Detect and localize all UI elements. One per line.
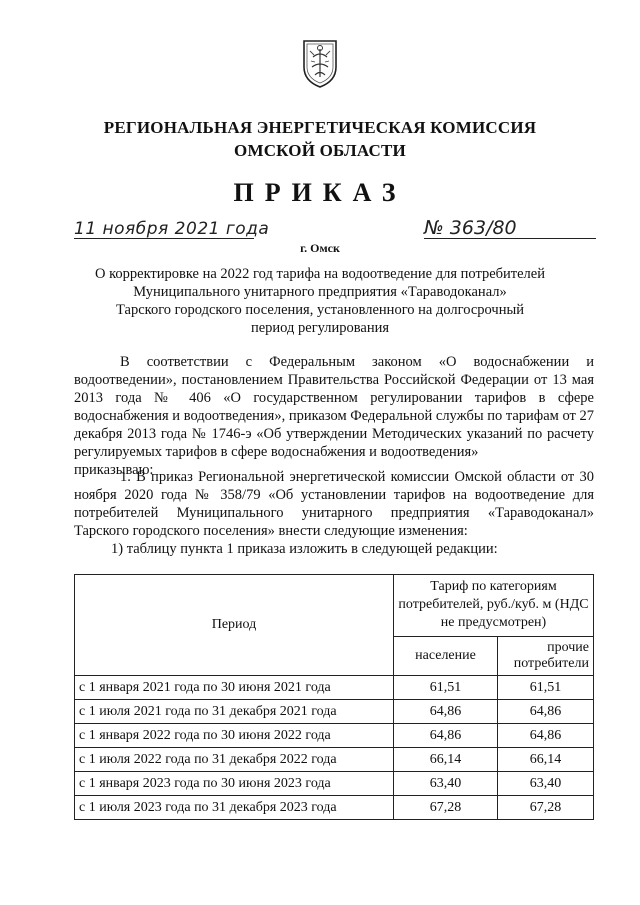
preamble-text: В соответствии с Федеральным законом «О водоснабжении и водоотведении», постановлением Правительства Российской Федерации от 13 мая 2013 года № 406 «О государственном регулировании тарифов в сфере водоснабжения и водоотведения», приказом Федеральной службы по тарифам от 27 декабря 2013 года № 1746-э «Об утверждении Методических указаний по расчету регулируемых тарифов в сфере водоснабжения и водоотведения» (74, 354, 594, 460)
table-row (75, 748, 594, 772)
row-other-value: 64,86 (498, 700, 594, 724)
clause-1-paragraph: 1. В приказ Региональной энергетической комиссии Омской области от 30 ноября 2020 года № 358/79 «Об установлении тарифов на водоотведение для потребителей Муниципального унитарного предприятия «Тараводоканал» Тарского городского поселения» внести следующие изменения: (74, 469, 594, 539)
row-population-value: 66,14 (394, 748, 498, 772)
tariff-table (74, 574, 594, 820)
header-other-consumers: прочие потребители (498, 636, 594, 675)
row-period: с 1 января 2022 года по 30 июня 2022 года (75, 724, 394, 748)
coat-of-arms-emblem (300, 37, 340, 89)
table-row (75, 676, 594, 700)
row-population-value: 63,40 (394, 772, 498, 796)
subject-line: период регулирования (250, 320, 390, 336)
row-period: с 1 июля 2023 года по 31 декабря 2023 года (75, 796, 394, 820)
table-row (75, 772, 594, 796)
row-other-value: 64,86 (498, 724, 594, 748)
row-population-value: 67,28 (394, 796, 498, 820)
header-population: население (394, 636, 498, 675)
subclause-1-paragraph: 1) таблицу пункта 1 приказа изложить в следующей редакции: (111, 541, 498, 557)
header-tariff: Тариф по категориям потребителей, руб./куб. м (НДС не предусмотрен) (394, 575, 594, 637)
number-underline (424, 238, 596, 239)
city-label: г. Омск (300, 241, 340, 255)
row-period: с 1 июля 2022 года по 31 декабря 2022 года (75, 748, 394, 772)
row-other-value: 67,28 (498, 796, 594, 820)
row-period: с 1 января 2021 года по 30 июня 2021 года (75, 676, 394, 700)
table-row (75, 724, 594, 748)
subject-line: Тарского городского поселения, установленного на долгосрочный (116, 302, 524, 318)
preamble-paragraph (74, 353, 594, 479)
date-underline (74, 238, 254, 239)
organization-name-line1: РЕГИОНАЛЬНАЯ ЭНЕРГЕТИЧЕСКАЯ КОМИССИЯ (103, 118, 537, 137)
row-other-value: 63,40 (498, 772, 594, 796)
document-title: ПРИКАЗ (233, 178, 407, 207)
order-verb: приказываю: (74, 462, 154, 478)
row-population-value: 61,51 (394, 676, 498, 700)
organization-name-line2: ОМСКОЙ ОБЛАСТИ (234, 141, 406, 160)
row-population-value: 64,86 (394, 724, 498, 748)
table-row (75, 796, 594, 820)
order-subject (80, 265, 560, 337)
header-period: Период (75, 575, 394, 676)
row-population-value: 64,86 (394, 700, 498, 724)
subject-line: О корректировке на 2022 год тарифа на водоотведение для потребителей (94, 266, 545, 282)
subject-line: Муниципального унитарного предприятия «Тараводоканал» (133, 284, 507, 300)
row-other-value: 66,14 (498, 748, 594, 772)
handwritten-order-number: № 363/80 (424, 217, 517, 239)
table-row (75, 700, 594, 724)
handwritten-date: 11 ноября 2021 года (74, 219, 270, 239)
row-period: с 1 июля 2021 года по 31 декабря 2021 года (75, 700, 394, 724)
row-period: с 1 января 2023 года по 30 июня 2023 года (75, 772, 394, 796)
row-other-value: 61,51 (498, 676, 594, 700)
